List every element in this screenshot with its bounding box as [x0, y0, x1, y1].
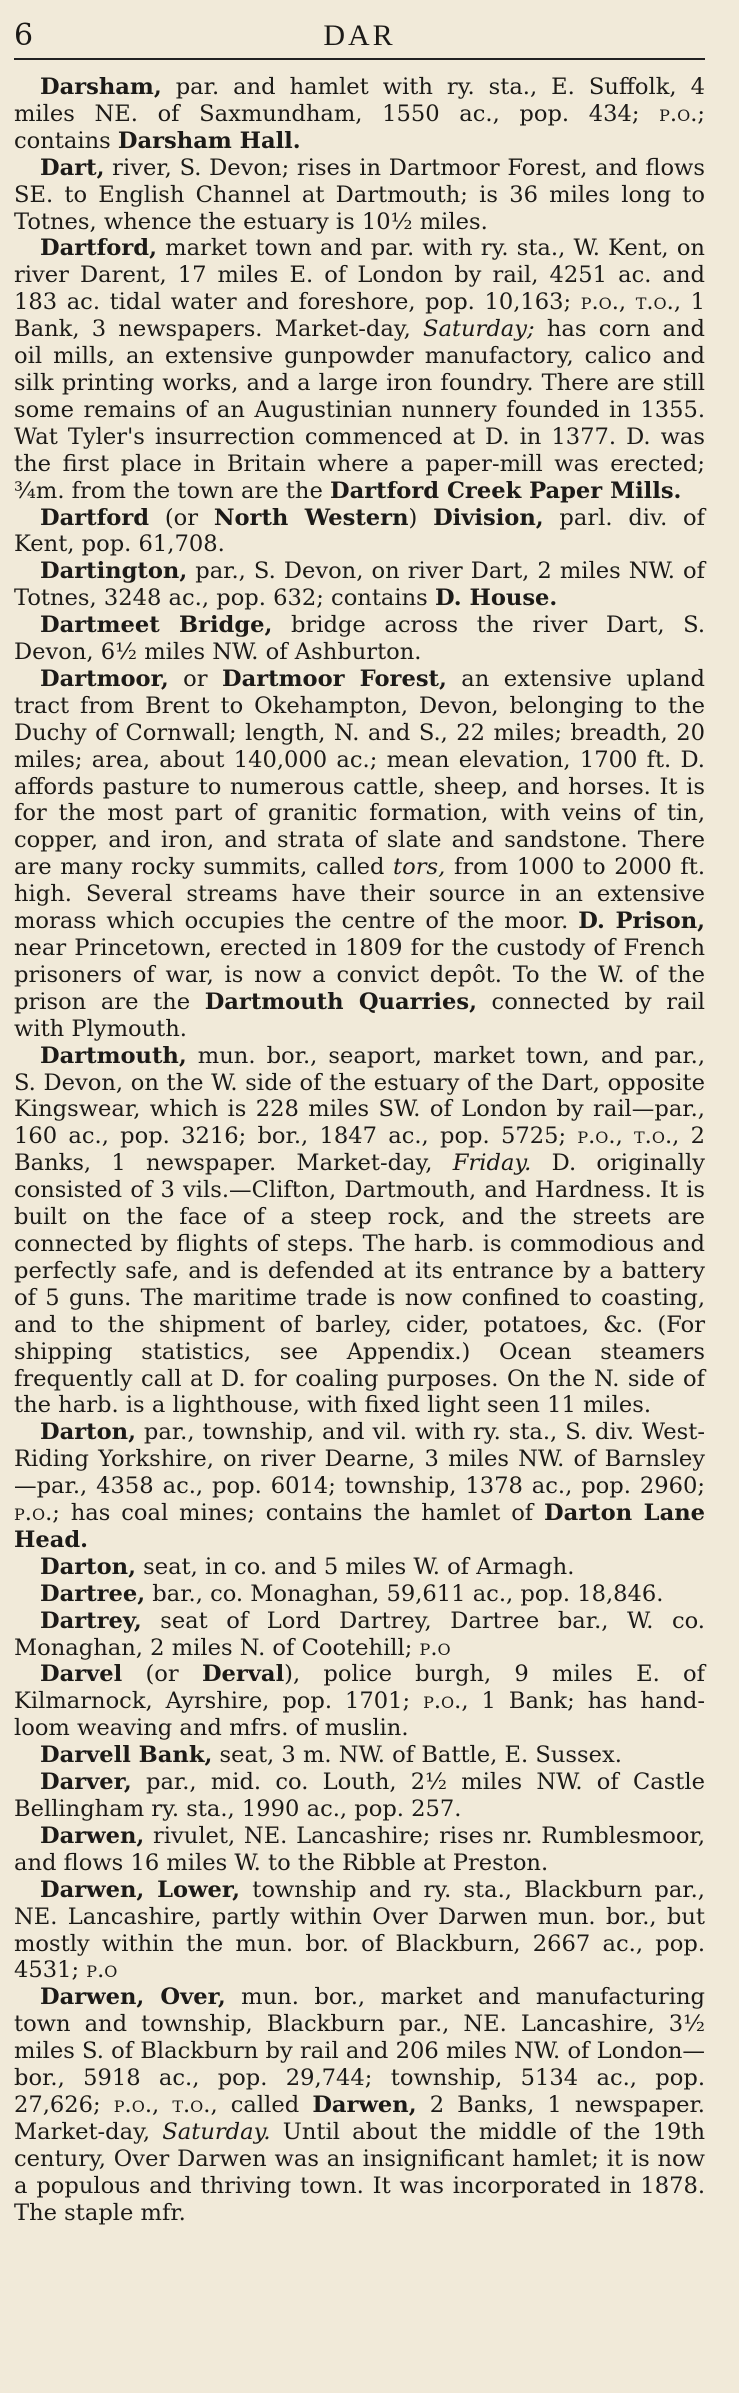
- gazetteer-entry: [14, 1608, 705, 1662]
- entry-text: 2 Banks, 1 newspaper. Market-day,: [14, 2091, 705, 2145]
- entry-text: par., S. Devon, on river Dart, 2 miles NW. of Totnes, 3248 ac., pop. 632; contains: [14, 558, 705, 612]
- abbreviation: p.o: [86, 1957, 118, 1984]
- cross-reference: Darwen,: [312, 2091, 417, 2118]
- entry-text: mun. bor., market and manufacturing town and township, Blackburn par., NE. Lancashire, 3½ miles S. of Blackburn by rail and 206 miles NW. of London—bor., 5918 ac., pop. 29,744; township, 5134 ac., pop. 27,626;: [14, 1984, 705, 2118]
- italic-text: Saturday;: [422, 316, 535, 343]
- abbreviation: p.o.: [659, 100, 698, 127]
- entry-headword: Darton,: [40, 1553, 136, 1580]
- entry-text: seat, 3 m. NW. of Battle, E. Sussex.: [212, 1742, 622, 1769]
- entry-text: township and ry. sta., Blackburn par., NE. Lancashire, partly within Over Darwen mun. bor., but mostly within the mun. bor. of Blackburn, 2667 ac., pop. 4531;: [14, 1876, 705, 1984]
- gazetteer-entry: [14, 1554, 705, 1581]
- cross-reference: D. House.: [434, 585, 558, 612]
- entry-headword: Darwen,: [40, 1822, 145, 1849]
- entry-headword: Darwen, Lower,: [40, 1876, 241, 1903]
- entry-list: [14, 60, 705, 2227]
- abbreviation: p.o., t.o.: [113, 2091, 211, 2118]
- entry-headword: Dartree,: [40, 1580, 146, 1607]
- entry-headword: Dartford,: [40, 235, 157, 262]
- cross-reference: Derval: [201, 1661, 285, 1688]
- gazetteer-entry: [14, 1581, 705, 1608]
- gazetteer-entry: [14, 74, 705, 155]
- entry-text: or: [168, 665, 223, 692]
- gazetteer-entry: [14, 612, 705, 666]
- gazetteer-entry: [14, 235, 705, 504]
- entry-headword: Darton,: [40, 1419, 136, 1446]
- entry-text: Until about the middle of the 19th century, Over Darwen was an insignificant hamlet; it is now a populous and thriving town. It was incorporated in 1878. The staple mfr.: [14, 2118, 705, 2226]
- entry-text: mun. bor., seaport, market town, and par., S. Devon, on the W. side of the estuary of the Dart, opposite Kingswear, which is 228 miles SW. of London by rail—par., 160 ac., pop. 3216; bor., 1847 ac., pop. 5725;: [14, 1042, 705, 1150]
- gazetteer-entry: [14, 1877, 705, 1985]
- entry-text: par. and hamlet with ry. sta., E. Suffolk, 4 miles NE. of Saxmundham, 1550 ac., pop. 434;: [14, 74, 705, 127]
- entry-headword: Dartmouth,: [40, 1042, 187, 1069]
- cross-reference: D. Prison,: [578, 908, 705, 935]
- entry-text: (or: [122, 1661, 202, 1688]
- entry-headword: Darvell Bank,: [40, 1742, 213, 1769]
- entry-text: par., mid. co. Louth, 2½ miles NW. of Castle Bellingham ry. sta., 1990 ac., pop. 257.: [14, 1769, 705, 1822]
- abbreviation: p.o., t.o.: [577, 1123, 673, 1150]
- abbreviation: p.o.: [14, 1500, 53, 1527]
- cross-reference: Dartmoor Forest,: [222, 665, 447, 692]
- entry-headword: Darvel: [40, 1661, 123, 1688]
- cross-reference: Division,: [433, 504, 544, 531]
- entry-text: near Princetown, erected in 1809 for the custody of French prisoners of war, is now a convict depôt. To the W. of the prison are the: [14, 935, 705, 1015]
- entry-text: connected by rail with Plymouth.: [14, 988, 705, 1042]
- entry-text: , 2 Banks, 1 newspaper. Market-day,: [14, 1123, 705, 1177]
- entry-headword: Dartford: [40, 504, 150, 531]
- entry-text: ; has coal mines; contains the hamlet of: [52, 1500, 545, 1527]
- entry-text: parl. div. of Kent, pop. 61,708.: [14, 504, 705, 558]
- entry-text: par., township, and vil. with ry. sta., S. div. West-Riding Yorkshire, on river Dearne, 3 miles NW. of Barnsley—par., 4358 ac., pop. 6014; township, 1378 ac., pop. 2960;: [14, 1419, 705, 1500]
- italic-text: Saturday.: [162, 2118, 271, 2145]
- entry-headword: Dartmoor,: [40, 665, 169, 692]
- entry-headword: Dartrey,: [40, 1607, 142, 1634]
- entry-headword: Darsham,: [40, 74, 162, 100]
- abbreviation: p.o.: [423, 1688, 462, 1715]
- entry-text: market town and par. with ry. sta., W. Kent, on river Darent, 17 miles E. of London by rail, 4251 ac. and 183 ac. tidal water and foreshore, pop. 10,163;: [14, 235, 705, 316]
- gazetteer-entry: [14, 1742, 705, 1769]
- running-head: DAR: [323, 19, 396, 52]
- entry-text: ), police burgh, 9 miles E. of Kilmarnock, Ayrshire, pop. 1701;: [14, 1661, 705, 1715]
- gazetteer-entry: [14, 558, 705, 612]
- entry-text: (or: [149, 504, 214, 531]
- entry-text: seat, in co. and 5 miles W. of Armagh.: [135, 1553, 575, 1580]
- gazetteer-entry: [14, 155, 705, 236]
- entry-text: , 1 Bank; has hand-loom weaving and mfrs. of muslin.: [14, 1688, 706, 1742]
- entry-text: , 1 Bank, 3 newspapers. Market-day,: [14, 289, 705, 343]
- gazetteer-entry: [14, 1419, 705, 1554]
- entry-text: seat of Lord Dartrey, Dartree bar., W. co. Monaghan, 2 miles N. of Cootehill;: [14, 1607, 705, 1661]
- entry-text: D. originally consisted of 3 vils.—Clifton, Dartmouth, and Hardness. It is built on the face of a steep rock, and the streets are connected by flights of steps. The harb. is commodious and perfectly safe, and is defended at its entrance by a battery of 5 guns. The maritime trade is now confined to coasting, and to the shipment of barley, cider, potatoes, &c. (For shipping statistics, see Appendix.) Ocean steamers frequently call at D. for coaling purposes. On the N. side of the harb. is a lighthouse, with fixed light seen 11 miles.: [14, 1150, 705, 1419]
- gazetteer-entry: [14, 1984, 705, 2226]
- entry-headword: Dart,: [40, 154, 105, 181]
- cross-reference: Darsham Hall.: [117, 127, 301, 154]
- page-number: 6: [14, 18, 34, 53]
- entry-headword: Darwen, Over,: [40, 1984, 226, 2011]
- entry-text: , called: [210, 2091, 313, 2118]
- abbreviation: p.o., t.o.: [580, 289, 674, 316]
- entry-headword: Dartmeet Bridge,: [40, 612, 273, 639]
- entry-text: bridge across the river Dart, S. Devon, 6½ miles NW. of Ashburton.: [14, 612, 706, 666]
- gazetteer-entry: [14, 1769, 705, 1823]
- cross-reference: Dartford Creek Paper Mills.: [330, 477, 682, 504]
- cross-reference: Darton Lane Head.: [14, 1500, 706, 1553]
- entry-text: an extensive upland tract from Brent to Okehampton, Devon, belonging to the Duchy of Cornwall; length, N. and S., 22 miles; breadth, 20 miles; area, about 140,000 ac.; mean elevation, 1700 ft. D. affords pasture to numerous cattle, sheep, and horses. It is for the most part of granitic formation, with veins of tin, copper, and iron, and strata of slate and sandstone. There are many rocky summits, called: [14, 665, 705, 881]
- entry-text: rivulet, NE. Lancashire; rises nr. Rumblesmoor, and flows 16 miles W. to the Ribble at Preston.: [14, 1822, 705, 1876]
- gazetteer-entry: [14, 1661, 705, 1742]
- gazetteer-entry: [14, 1043, 705, 1420]
- entry-text: has corn and oil mills, an extensive gunpowder manufactory, calico and silk printing works, and a large iron foundry. There are still some remains of an Augustinian nunnery founded in 1355. Wat Tyler's insurrection commenced at D. in 1377. D. was the first place in Britain where a paper-mill was erected; ¾m. from the town are the: [14, 316, 706, 504]
- page-header: [14, 18, 705, 60]
- entry-text: ): [408, 504, 434, 531]
- gazetteer-entry: [14, 505, 705, 559]
- gazetteer-entry: [14, 666, 705, 1043]
- italic-text: Friday.: [452, 1150, 532, 1177]
- entry-text: river, S. Devon; rises in Dartmoor Forest, and flows SE. to English Channel at Dartmouth; is 36 miles long to Totnes, whence the estuary is 10½ miles.: [14, 154, 705, 235]
- cross-reference: North Western: [213, 504, 409, 531]
- abbreviation: p.o: [419, 1634, 451, 1661]
- gazetteer-entry: [14, 1823, 705, 1877]
- italic-text: tors,: [393, 854, 446, 881]
- entry-text: bar., co. Monaghan, 59,611 ac., pop. 18,846.: [145, 1580, 664, 1607]
- cross-reference: Dartmouth Quarries,: [204, 988, 477, 1015]
- entry-text: ; contains: [14, 100, 705, 154]
- entry-headword: Dartington,: [40, 558, 188, 585]
- entry-text: from 1000 to 2000 ft. high. Several streams have their source in an extensive morass which occupies the centre of the moor.: [14, 854, 705, 935]
- entry-headword: Darver,: [40, 1769, 132, 1796]
